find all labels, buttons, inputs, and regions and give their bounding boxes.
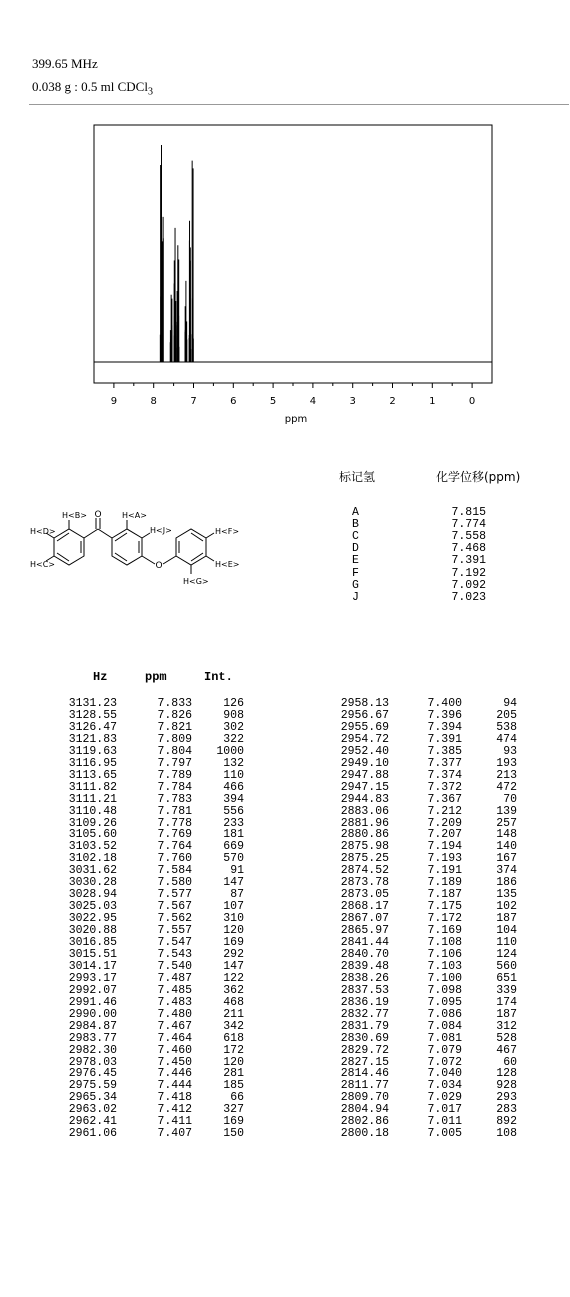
peak-hz: 2836.19 xyxy=(340,995,389,1009)
peak-ppm: 7.760 xyxy=(157,852,192,866)
peak-hz: 3102.18 xyxy=(68,852,117,866)
peak-intensity: 120 xyxy=(223,1055,244,1069)
phenylene-ring xyxy=(112,529,142,565)
assignment-shift: 7.468 xyxy=(451,542,486,556)
phenyl-ring-left xyxy=(54,529,84,565)
assignment-header-shift: 化学位移(ppm) xyxy=(436,470,521,484)
peak-intensity: 556 xyxy=(223,804,244,818)
peak-hz: 3030.28 xyxy=(68,876,117,890)
peak-intensity: 124 xyxy=(496,947,517,961)
peak-intensity: 339 xyxy=(496,983,517,997)
peak-hz: 3116.95 xyxy=(68,756,117,770)
assignment-shift: 7.815 xyxy=(451,506,486,519)
peak-ppm: 7.562 xyxy=(157,912,192,926)
peak-intensity: 187 xyxy=(496,912,517,926)
peak-ppm: 7.778 xyxy=(157,816,192,830)
peak-hz: 2954.72 xyxy=(340,732,389,746)
peak-ppm: 7.374 xyxy=(427,768,462,782)
peak-intensity: 362 xyxy=(223,983,244,997)
peak-hz: 2837.53 xyxy=(340,983,389,997)
bond xyxy=(142,556,155,564)
h-bond xyxy=(206,556,214,561)
peak-ppm: 7.193 xyxy=(427,852,462,866)
peak-intensity: 110 xyxy=(496,936,517,949)
peak-intensity: 104 xyxy=(496,924,517,938)
peak-hz: 2975.59 xyxy=(68,1079,117,1093)
peak-intensity: 128 xyxy=(496,1067,517,1081)
h-bond xyxy=(206,533,214,538)
peak-intensity: 108 xyxy=(496,1127,517,1141)
assignment-shift: 7.092 xyxy=(451,578,486,592)
assignment-shift: 7.023 xyxy=(451,590,486,604)
peak-intensity: 283 xyxy=(496,1103,517,1117)
label-hd: H<D> xyxy=(30,527,56,536)
peak-ppm: 7.804 xyxy=(157,744,192,758)
peak-ppm: 7.169 xyxy=(427,924,462,938)
peak-intensity: 302 xyxy=(223,720,244,734)
peak-hz: 2983.77 xyxy=(68,1031,117,1045)
assignment-label: G xyxy=(352,578,359,592)
peak-intensity: 394 xyxy=(223,792,244,806)
peak-intensity: 233 xyxy=(223,816,244,830)
peak-ppm: 7.577 xyxy=(157,888,192,902)
peak-intensity: 292 xyxy=(223,947,244,961)
peak-hz: 2984.87 xyxy=(68,1019,117,1033)
double-bond xyxy=(191,533,203,541)
x-axis-label: ppm xyxy=(284,414,308,425)
x-tick-label: 3 xyxy=(349,396,356,407)
peak-ppm: 7.487 xyxy=(157,971,192,985)
double-bond xyxy=(57,533,69,541)
peak-intensity: 169 xyxy=(223,936,244,949)
peak-ppm: 7.464 xyxy=(157,1031,192,1045)
peak-hz: 2978.03 xyxy=(68,1055,117,1069)
peak-ppm: 7.072 xyxy=(427,1055,462,1069)
peak-intensity: 167 xyxy=(496,852,517,866)
peak-ppm: 7.040 xyxy=(427,1067,462,1081)
peak-hz: 2982.30 xyxy=(68,1043,117,1057)
peak-hz: 2963.02 xyxy=(68,1103,117,1117)
peak-intensity: 374 xyxy=(496,864,517,878)
peak-ppm: 7.540 xyxy=(157,959,192,973)
label-ha: H<A> xyxy=(122,511,147,520)
peak-ppm: 7.446 xyxy=(157,1067,192,1081)
peak-ppm: 7.209 xyxy=(427,816,462,830)
peak-ppm: 7.394 xyxy=(427,720,462,734)
peak-ppm: 7.543 xyxy=(157,947,192,961)
peak-hz: 2993.17 xyxy=(68,971,117,985)
peak-hz: 3103.52 xyxy=(68,840,117,854)
peak-ppm: 7.005 xyxy=(427,1127,462,1141)
peak-intensity: 669 xyxy=(223,840,244,854)
assignment-label: J xyxy=(352,590,359,604)
carbonyl-oxygen: O xyxy=(94,510,102,520)
peak-hz: 2947.15 xyxy=(340,780,389,794)
peak-intensity: 181 xyxy=(223,828,244,842)
peak-intensity: 1000 xyxy=(216,744,244,758)
peak-intensity: 187 xyxy=(496,1007,517,1021)
peak-hz: 3111.21 xyxy=(68,792,117,806)
peak-hz: 2830.69 xyxy=(340,1031,389,1045)
peak-ppm: 7.106 xyxy=(427,947,462,961)
peak-intensity: 147 xyxy=(223,959,244,973)
peak-hz: 2804.94 xyxy=(340,1103,389,1117)
peak-intensity: 174 xyxy=(496,995,517,1009)
peak-hz: 2831.79 xyxy=(340,1019,389,1033)
assignment-label: A xyxy=(352,506,359,519)
label-hc: H<C> xyxy=(30,560,56,569)
peak-intensity: 312 xyxy=(496,1019,517,1033)
peak-ppm: 7.809 xyxy=(157,732,192,746)
bond xyxy=(163,556,176,564)
peak-intensity: 169 xyxy=(223,1115,244,1129)
peak-hz: 2947.88 xyxy=(340,768,389,782)
peak-hz: 2992.07 xyxy=(68,983,117,997)
assignment-shift: 7.558 xyxy=(451,530,486,544)
assignment-shift: 7.192 xyxy=(451,566,486,580)
assignment-label: E xyxy=(352,554,359,568)
phenoxy-ring xyxy=(176,529,206,565)
peak-ppm: 7.194 xyxy=(427,840,462,854)
peak-hz: 3016.85 xyxy=(68,936,117,949)
peak-hz: 2873.05 xyxy=(340,888,389,902)
assignment-shift: 7.774 xyxy=(451,518,486,532)
peak-hz: 2802.86 xyxy=(340,1115,389,1129)
peak-ppm: 7.079 xyxy=(427,1043,462,1057)
sample-subscript: 3 xyxy=(147,86,153,98)
peak-hz: 2800.18 xyxy=(340,1127,389,1141)
peak-hz: 2811.77 xyxy=(340,1079,389,1093)
peak-hz: 3111.82 xyxy=(68,780,117,794)
peak-hz: 3119.63 xyxy=(68,744,117,758)
peak-ppm: 7.826 xyxy=(157,708,192,722)
peak-intensity: 186 xyxy=(496,876,517,890)
peak-hz: 2955.69 xyxy=(340,720,389,734)
peak-intensity: 342 xyxy=(223,1019,244,1033)
peak-intensity: 107 xyxy=(223,900,244,914)
peak-hz: 2827.15 xyxy=(340,1055,389,1069)
peak-hz: 2883.06 xyxy=(340,804,389,818)
peak-intensity: 472 xyxy=(496,780,517,794)
x-tick-label: 4 xyxy=(309,396,317,407)
peak-ppm: 7.784 xyxy=(157,780,192,794)
x-tick-label: 2 xyxy=(389,396,396,407)
peak-intensity: 135 xyxy=(496,888,517,902)
ether-oxygen: O xyxy=(155,561,163,571)
peak-ppm: 7.172 xyxy=(427,912,462,926)
peak-hz: 3105.60 xyxy=(68,828,117,842)
peak-hz: 3109.26 xyxy=(68,816,117,830)
peak-hz: 2991.46 xyxy=(68,995,117,1009)
peak-intensity: 466 xyxy=(223,780,244,794)
peak-ppm: 7.017 xyxy=(427,1103,462,1117)
peak-intensity: 892 xyxy=(496,1115,517,1129)
peak-ppm: 7.483 xyxy=(157,995,192,1009)
peak-hz: 2873.78 xyxy=(340,876,389,890)
peak-ppm: 7.769 xyxy=(157,828,192,842)
peak-ppm: 7.797 xyxy=(157,756,192,770)
peak-ppm: 7.418 xyxy=(157,1091,192,1105)
peak-intensity: 140 xyxy=(496,840,517,854)
peak-ppm: 7.407 xyxy=(157,1127,192,1141)
x-tick-label: 9 xyxy=(110,396,118,407)
peak-ppm: 7.547 xyxy=(157,936,192,949)
spectrometer-frequency: 399.65 MHz xyxy=(32,56,98,71)
peak-hz: 3110.48 xyxy=(68,804,117,818)
peak-ppm: 7.385 xyxy=(427,744,462,758)
x-tick-label: 5 xyxy=(269,396,277,407)
peak-hz: 2868.17 xyxy=(340,900,389,914)
peak-hz: 3014.17 xyxy=(68,959,117,973)
peak-hz: 3126.47 xyxy=(68,720,117,734)
peak-ppm: 7.764 xyxy=(157,840,192,854)
peak-ppm: 7.789 xyxy=(157,768,192,782)
peak-hz: 2875.25 xyxy=(340,852,389,866)
peak-ppm: 7.467 xyxy=(157,1019,192,1033)
peak-hz: 2990.00 xyxy=(68,1007,117,1021)
peak-ppm: 7.781 xyxy=(157,804,192,818)
peak-ppm: 7.029 xyxy=(427,1091,462,1105)
peak-intensity: 185 xyxy=(223,1079,244,1093)
double-bond xyxy=(191,553,203,561)
peak-intensity: 211 xyxy=(223,1007,244,1021)
peak-ppm: 7.100 xyxy=(427,971,462,985)
peak-hz: 3015.51 xyxy=(68,947,117,961)
peak-intensity: 560 xyxy=(496,959,517,973)
peak-intensity: 110 xyxy=(223,768,244,782)
x-tick-label: 0 xyxy=(468,396,476,407)
peak-intensity: 150 xyxy=(223,1127,244,1141)
peak-intensity: 193 xyxy=(496,756,517,770)
peak-hz: 3025.03 xyxy=(68,900,117,914)
peak-header-ppm: ppm xyxy=(145,670,167,684)
peak-hz: 2840.70 xyxy=(340,947,389,961)
peak-hz: 3022.95 xyxy=(68,912,117,926)
assignment-label: B xyxy=(352,518,359,532)
peak-intensity: 257 xyxy=(496,816,517,830)
peak-ppm: 7.821 xyxy=(157,720,192,734)
double-bond xyxy=(115,533,127,541)
peak-ppm: 7.207 xyxy=(427,828,462,842)
peak-hz: 2944.83 xyxy=(340,792,389,806)
peak-intensity: 94 xyxy=(503,697,517,710)
peak-hz: 2956.67 xyxy=(340,708,389,722)
peak-ppm: 7.108 xyxy=(427,936,462,949)
peak-ppm: 7.412 xyxy=(157,1103,192,1117)
peak-hz: 2809.70 xyxy=(340,1091,389,1105)
peak-ppm: 7.191 xyxy=(427,864,462,878)
peak-ppm: 7.187 xyxy=(427,888,462,902)
peak-hz: 2841.44 xyxy=(340,936,389,949)
peak-intensity: 70 xyxy=(503,792,517,806)
x-tick-label: 8 xyxy=(150,396,157,407)
peak-hz: 3128.55 xyxy=(68,708,117,722)
peak-intensity: 468 xyxy=(223,995,244,1009)
peak-ppm: 7.396 xyxy=(427,708,462,722)
peak-ppm: 7.485 xyxy=(157,983,192,997)
double-bond xyxy=(115,553,127,561)
x-tick-label: 7 xyxy=(190,396,197,407)
peak-intensity: 293 xyxy=(496,1091,517,1105)
peak-ppm: 7.460 xyxy=(157,1043,192,1057)
peak-intensity: 322 xyxy=(223,732,244,746)
peak-hz: 2949.10 xyxy=(340,756,389,770)
peak-hz: 2875.98 xyxy=(340,840,389,854)
peak-hz: 3028.94 xyxy=(68,888,117,902)
peak-hz: 2962.41 xyxy=(68,1115,117,1129)
peak-intensity: 102 xyxy=(496,900,517,914)
peak-intensity: 172 xyxy=(223,1043,244,1057)
peak-hz: 2976.45 xyxy=(68,1067,117,1081)
peak-ppm: 7.095 xyxy=(427,995,462,1009)
peak-hz: 3113.65 xyxy=(68,768,117,782)
peak-ppm: 7.175 xyxy=(427,900,462,914)
peak-hz: 2965.34 xyxy=(68,1091,117,1105)
peak-hz: 2958.13 xyxy=(340,697,389,710)
peak-intensity: 618 xyxy=(223,1031,244,1045)
peak-intensity: 60 xyxy=(503,1055,517,1069)
peak-hz: 3031.62 xyxy=(68,864,117,878)
assignment-shift: 7.391 xyxy=(451,554,486,568)
peak-ppm: 7.480 xyxy=(157,1007,192,1021)
peak-intensity: 928 xyxy=(496,1079,517,1093)
peak-ppm: 7.584 xyxy=(157,864,192,878)
peak-intensity: 66 xyxy=(230,1091,244,1105)
peak-hz: 2880.86 xyxy=(340,828,389,842)
peak-hz: 2961.06 xyxy=(68,1127,117,1141)
peak-ppm: 7.833 xyxy=(157,697,192,710)
assignment-label: C xyxy=(352,530,359,544)
bond xyxy=(84,529,98,538)
peak-header-int: Int. xyxy=(204,670,233,684)
peak-intensity: 908 xyxy=(223,708,244,722)
peak-intensity: 474 xyxy=(496,732,517,746)
peak-hz: 2952.40 xyxy=(340,744,389,758)
peak-hz: 3131.23 xyxy=(68,697,117,710)
peak-hz: 2814.46 xyxy=(340,1067,389,1081)
peak-ppm: 7.450 xyxy=(157,1055,192,1069)
peak-hz: 2839.48 xyxy=(340,959,389,973)
x-tick-label: 6 xyxy=(230,396,237,407)
peak-intensity: 126 xyxy=(223,697,244,710)
sample-text: 0.038 g : 0.5 ml CDCl xyxy=(32,79,148,94)
peak-ppm: 7.086 xyxy=(427,1007,462,1021)
peak-intensity: 132 xyxy=(223,756,244,770)
peak-ppm: 7.084 xyxy=(427,1019,462,1033)
peak-hz: 2867.07 xyxy=(340,912,389,926)
peak-intensity: 120 xyxy=(223,924,244,938)
peak-ppm: 7.391 xyxy=(427,732,462,746)
bond xyxy=(98,529,112,538)
peak-intensity: 93 xyxy=(503,744,517,758)
peak-ppm: 7.783 xyxy=(157,792,192,806)
assignment-label: D xyxy=(352,542,359,556)
peak-ppm: 7.367 xyxy=(427,792,462,806)
peak-intensity: 327 xyxy=(223,1103,244,1117)
peak-ppm: 7.377 xyxy=(427,756,462,770)
peak-hz: 2832.77 xyxy=(340,1007,389,1021)
x-tick-label: 1 xyxy=(429,396,436,407)
peak-ppm: 7.212 xyxy=(427,804,462,818)
label-hb: H<B> xyxy=(62,511,87,520)
h-bond xyxy=(142,533,150,538)
peak-hz: 3020.88 xyxy=(68,924,117,938)
peak-intensity: 91 xyxy=(230,864,244,878)
peak-ppm: 7.034 xyxy=(427,1079,462,1093)
structure-bonds xyxy=(46,518,214,574)
peak-ppm: 7.081 xyxy=(427,1031,462,1045)
peak-intensity: 148 xyxy=(496,828,517,842)
peak-intensity: 147 xyxy=(223,876,244,890)
peak-intensity: 570 xyxy=(223,852,244,866)
peak-hz: 2881.96 xyxy=(340,816,389,830)
peak-intensity: 122 xyxy=(223,971,244,985)
assignment-label: F xyxy=(352,566,359,580)
peak-intensity: 651 xyxy=(496,971,517,985)
double-bond xyxy=(57,553,69,561)
peak-intensity: 213 xyxy=(496,768,517,782)
peak-intensity: 139 xyxy=(496,804,517,818)
peak-hz: 2865.97 xyxy=(340,924,389,938)
peak-intensity: 538 xyxy=(496,720,517,734)
peak-ppm: 7.557 xyxy=(157,924,192,938)
label-he: H<E> xyxy=(215,560,240,569)
peak-ppm: 7.011 xyxy=(427,1115,462,1129)
assignment-header-label: 标记氢 xyxy=(339,470,376,484)
peak-intensity: 528 xyxy=(496,1031,517,1045)
label-hj: H<J> xyxy=(150,526,172,535)
peak-hz: 2829.72 xyxy=(340,1043,389,1057)
label-hf: H<F> xyxy=(215,527,240,536)
peak-ppm: 7.580 xyxy=(157,876,192,890)
peak-ppm: 7.189 xyxy=(427,876,462,890)
peak-ppm: 7.444 xyxy=(157,1079,192,1093)
label-hg: H<G> xyxy=(183,577,209,586)
peak-ppm: 7.400 xyxy=(427,697,462,710)
peak-hz: 2838.26 xyxy=(340,971,389,985)
peak-ppm: 7.567 xyxy=(157,900,192,914)
peak-ppm: 7.372 xyxy=(427,780,462,794)
peak-intensity: 467 xyxy=(496,1043,517,1057)
peak-intensity: 310 xyxy=(223,912,244,926)
peak-hz: 2874.52 xyxy=(340,864,389,878)
peak-hz: 3121.83 xyxy=(68,732,117,746)
peak-intensity: 281 xyxy=(223,1067,244,1081)
peak-ppm: 7.103 xyxy=(427,959,462,973)
peak-intensity: 87 xyxy=(230,888,244,902)
peak-header-hz: Hz xyxy=(93,670,108,684)
peak-intensity: 205 xyxy=(496,708,517,722)
peak-ppm: 7.098 xyxy=(427,983,462,997)
peak-ppm: 7.411 xyxy=(157,1115,192,1129)
